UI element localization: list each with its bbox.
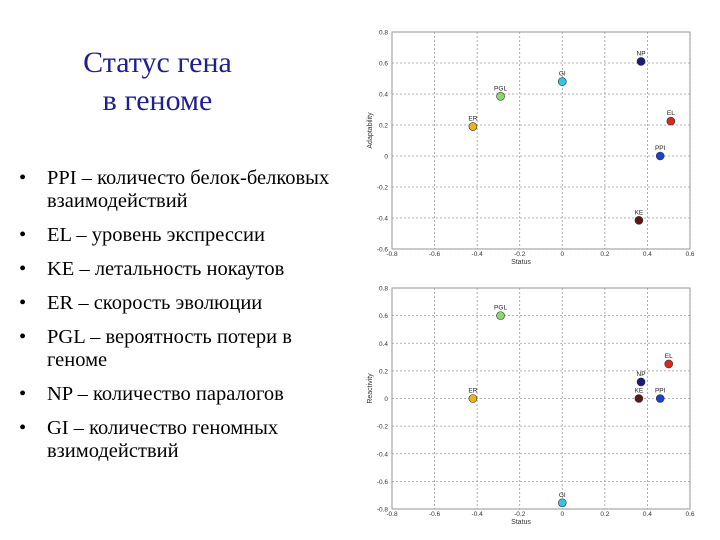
x-tick-label: -0.2 <box>514 251 526 258</box>
x-tick-label: 0.4 <box>642 251 652 258</box>
x-tick-label: 0 <box>560 511 565 518</box>
data-point <box>558 499 566 507</box>
bullet-item: • KE – летальность нокаутов <box>12 258 347 281</box>
x-tick-label: 0.2 <box>600 511 610 518</box>
y-tick-label: 0.2 <box>378 368 388 376</box>
y-tick-label: 0.8 <box>378 29 388 37</box>
plot-area <box>392 32 690 249</box>
data-point <box>469 395 477 403</box>
x-tick-label: -0.4 <box>471 511 483 518</box>
x-axis-label: Status <box>511 519 531 526</box>
data-point-label: NP <box>636 50 646 58</box>
bullet-item: • PGL – вероятность потери в геноме <box>12 326 347 372</box>
data-point <box>667 117 675 125</box>
data-point <box>635 216 643 224</box>
data-point <box>497 92 505 100</box>
x-tick-label: -0.2 <box>514 511 526 518</box>
y-tick-label: 0 <box>384 153 388 161</box>
bullet-item: • NP – количество паралогов <box>12 383 347 406</box>
data-point-label: EL <box>664 352 673 360</box>
y-tick-label: -0.6 <box>376 246 388 254</box>
data-point <box>637 57 645 65</box>
bullet-item: • GI – количество геномных взимодействий <box>12 417 347 463</box>
y-tick-label: 0 <box>384 396 388 403</box>
data-point-label: PGL <box>494 85 508 93</box>
bullet-item: • PPI – количесто белок-белковых взаимодействий <box>12 167 347 213</box>
y-tick-label: 0.4 <box>378 91 388 99</box>
y-tick-label: -0.8 <box>376 506 388 514</box>
bullet-item: • EL – уровень экспрессии <box>12 224 347 247</box>
data-point-label: ER <box>468 387 478 395</box>
x-axis-label: Status <box>511 259 531 266</box>
x-tick-label: -0.6 <box>428 511 441 518</box>
x-tick-label: 0.6 <box>685 251 695 258</box>
data-point-label: EL <box>666 110 675 118</box>
data-point-label: KE <box>634 209 644 217</box>
y-tick-label: 0.4 <box>378 340 388 348</box>
data-point <box>637 378 645 386</box>
data-point <box>656 152 664 160</box>
x-tick-label: 0.6 <box>685 511 695 518</box>
y-tick-label: 0.6 <box>378 60 388 68</box>
x-tick-label: -0.4 <box>471 251 483 258</box>
data-point-label: PGL <box>494 304 508 312</box>
data-point <box>665 360 673 368</box>
x-tick-label: 0 <box>560 251 565 258</box>
y-tick-label: 0.6 <box>378 313 388 321</box>
x-tick-label: -0.8 <box>386 251 398 258</box>
data-point-label: GI <box>558 491 566 499</box>
data-point-label: GI <box>558 70 566 78</box>
y-tick-label: -0.2 <box>376 184 388 192</box>
x-tick-label: 0.4 <box>642 511 652 518</box>
data-point-label: ER <box>468 115 478 123</box>
y-axis-label: Adaptability <box>367 112 374 149</box>
y-tick-label: -0.4 <box>376 215 388 223</box>
data-point <box>469 123 477 131</box>
x-tick-label: -0.6 <box>428 251 441 258</box>
bullet-item: • ER – скорость эволюции <box>12 292 347 315</box>
data-point <box>635 395 643 403</box>
data-point <box>497 312 505 320</box>
x-tick-label: -0.8 <box>386 511 398 518</box>
y-tick-label: -0.2 <box>376 423 388 431</box>
slide-title-line-1: Статус гена <box>83 46 232 79</box>
data-point <box>558 78 566 86</box>
data-point-label: PPI <box>654 387 666 395</box>
y-tick-label: 0.8 <box>378 285 388 293</box>
y-tick-label: 0.2 <box>378 122 388 130</box>
data-point <box>656 395 664 403</box>
slide-title-line-2: в геноме <box>102 84 213 117</box>
data-point-label: PPI <box>654 145 666 152</box>
y-tick-label: -0.6 <box>376 478 388 486</box>
y-axis-label: Reactivity <box>367 373 374 404</box>
x-tick-label: 0.2 <box>600 251 610 258</box>
y-tick-label: -0.4 <box>376 451 388 459</box>
data-point-label: NP <box>636 370 646 378</box>
data-point-label: KE <box>634 387 644 395</box>
